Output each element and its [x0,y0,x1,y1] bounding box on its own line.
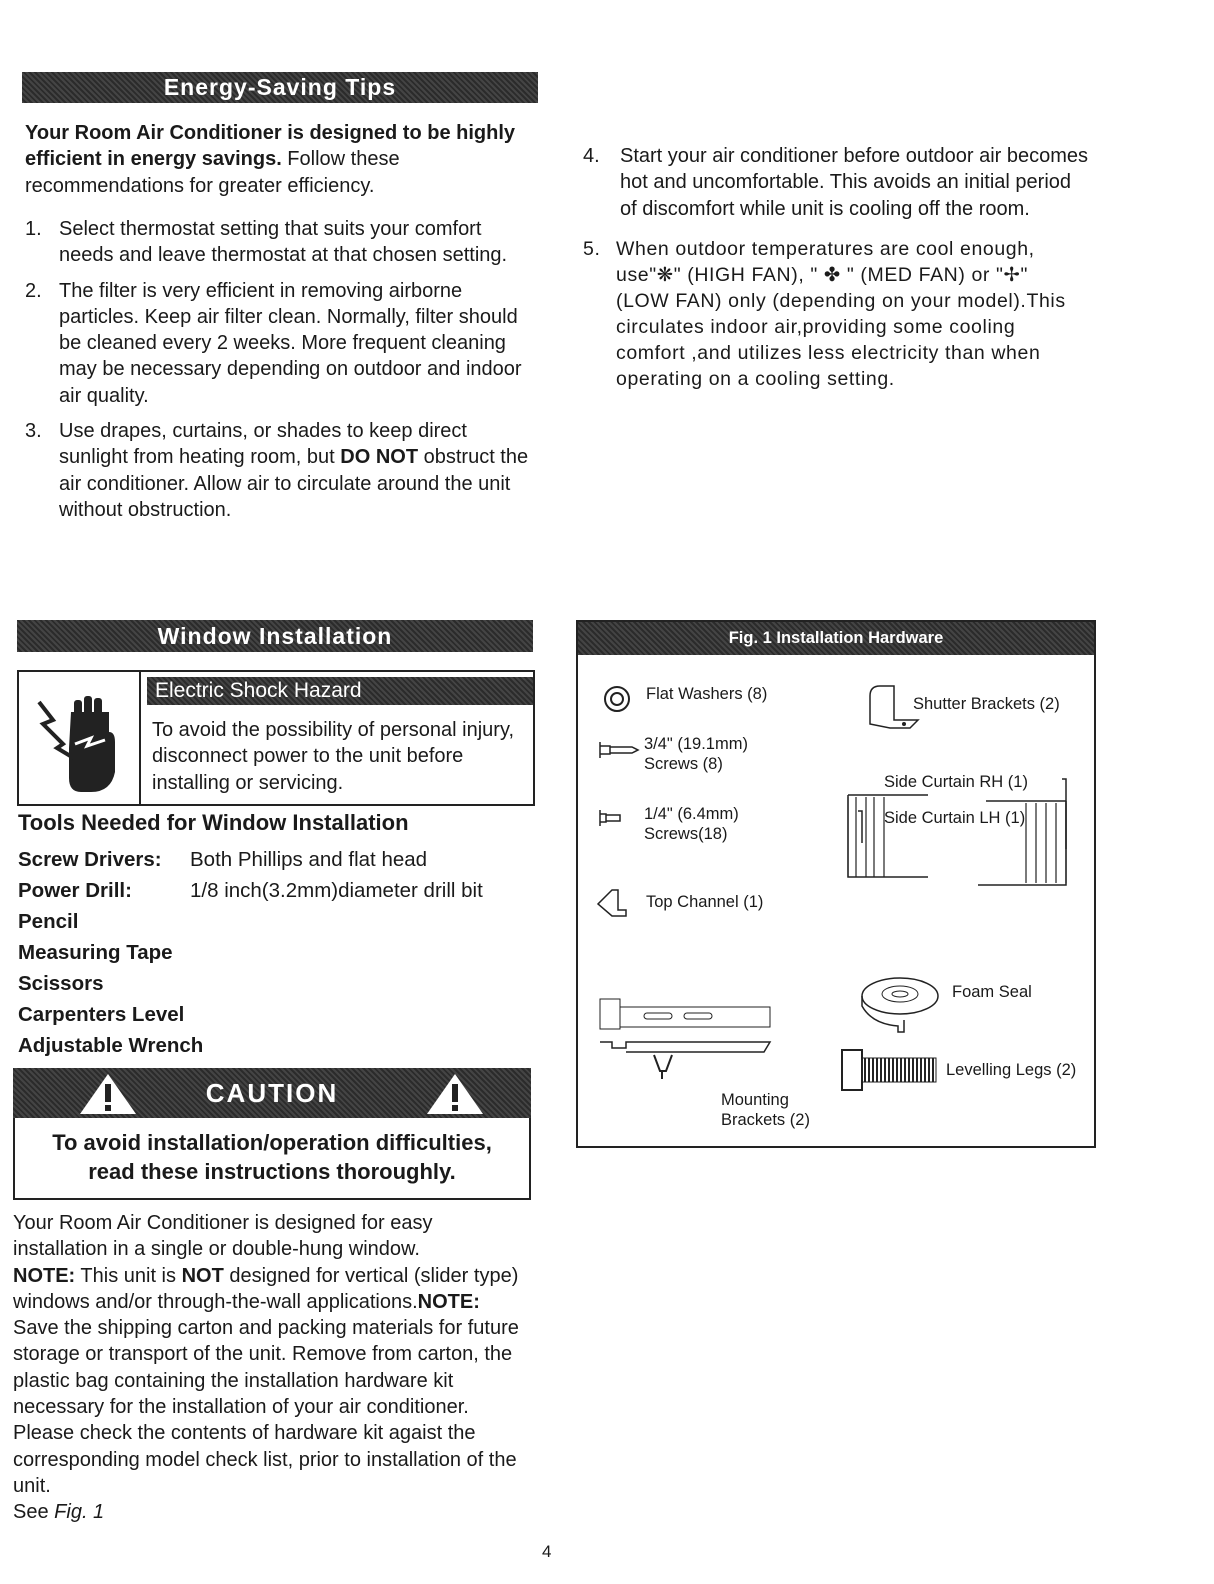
short-screw-icon [596,808,626,828]
see-text: See [13,1501,55,1524]
tip-text: Select thermostat setting that suits your comfort needs and leave thermostat at that chosen setting. [59,218,508,267]
screws-3-4-label [644,734,748,774]
screw-size: 3/4" (19.1mm) [644,735,748,753]
tool-item [18,906,483,937]
figure-installation-hardware [576,620,1096,1148]
screw-count: Screws(18) [644,825,728,843]
tool-name: Scissors [18,972,104,995]
tool-name: Screw Drivers: [18,848,162,871]
tool-item [18,1030,483,1061]
side-curtains-icon [846,777,1086,897]
tip-5 [583,236,1066,392]
tool-name: Power Drill: [18,879,132,902]
flat-washer-icon [602,684,632,714]
energy-tips-list-right [583,143,1093,401]
levelling-legs-label: Levelling Legs (2) [946,1061,1077,1079]
tip-text-bold: DO NOT [340,446,419,469]
levelling-leg-icon [840,1046,940,1092]
energy-tips-header: Energy-Saving Tips [22,72,538,103]
installation-paragraph [13,1210,528,1526]
screw-count: Screws (8) [644,755,723,773]
para-text: Save the shipping carton and packing materials for future storage or transport of the unit. Remove from carton, the plastic bag containing the installation hardware kit necessary for the installation of your air conditioner. Please check the contents of hardware kit agaist the corresponding model check list, prior to installation of the unit. [13,1317,519,1497]
tool-name: Carpenters Level [18,1003,185,1026]
para-text: This unit is [75,1264,182,1287]
note-label: NOTE: [417,1290,480,1313]
energy-intro-rest: Follow these recommendations for greater efficiency. [25,148,400,197]
figure-title: Fig. 1 Installation Hardware [578,622,1094,655]
tip-text: When outdoor temperatures are cool enough, use"❋" (HIGH FAN), " ✤ " (MED FAN) or "✢"(LOW FAN) only (depending on your model).This circulates indoor air,providing some cooling comfort ,and utilizes less electricity than when operating on a cooling setting. [616,237,1066,390]
tools-list [18,844,483,1061]
tool-item [18,937,483,968]
tip-3 [25,418,530,523]
side-curtain-rh-label: Side Curtain RH (1) [884,773,1028,791]
screw-size: 1/4" (6.4mm) [644,805,739,823]
tip-number: 3. [25,420,42,443]
tip-number: 2. [25,279,42,302]
long-screw-icon [596,740,641,760]
figure-reference: Fig. 1 [54,1501,105,1524]
tip-2 [25,278,530,409]
screws-1-4-label [644,804,739,844]
shock-hazard-title: Electric Shock Hazard [147,677,533,705]
tool-name: Measuring Tape [18,941,173,964]
mounting-label-line: Brackets (2) [721,1111,810,1129]
tools-heading: Tools Needed for Window Installation [18,810,409,835]
tool-item [18,999,483,1030]
tool-name: Pencil [18,910,79,933]
side-curtain-lh-label: Side Curtain LH (1) [884,809,1026,827]
shock-hazard-box [17,670,535,806]
caution-box: To avoid installation/operation difficulties, read these instructions thoroughly. [13,1118,531,1200]
para-text-bold: NOT [181,1264,224,1287]
para-text: Your Room Air Conditioner is designed for easy installation in a single or double-hung window. [13,1212,433,1261]
para-text: designed for vertical (slider type) windows and/or through-the-wall applications. [13,1264,519,1313]
note-label: NOTE: [13,1264,76,1287]
page-number: 4 [542,1542,552,1561]
tool-item [18,875,483,906]
tip-text: Use drapes, curtains, or shades to keep direct sunlight from heating room, but [59,420,467,469]
tool-item [18,844,483,875]
tool-detail: 1/8 inch(3.2mm)diameter drill bit [190,879,483,902]
tip-1 [25,216,530,269]
tip-text: Start your air conditioner before outdoor air becomes hot and uncomfortable. This avoids an initial period of discomfort while unit is cooling off the room. [620,145,1089,220]
foam-seal-label: Foam Seal [952,983,1032,1001]
tip-4 [583,143,1093,222]
tip-number: 1. [25,218,42,240]
foam-seal-icon [860,974,942,1034]
energy-intro-bold: Your Room Air Conditioner is designed to be highly efficient in energy savings. [25,122,516,171]
window-installation-header: Window Installation [17,620,533,652]
mounting-label-line: Mounting [721,1091,789,1109]
tip-text: The filter is very efficient in removing airborne particles. Keep air filter clean. Normally, filter should be cleaned every 2 weeks. More frequent cleaning may be necessary depending on outdoor and indoor air quality. [59,279,522,407]
tip-number: 4. [583,145,600,167]
tool-name: Adjustable Wrench [18,1034,204,1057]
warning-triangle-icon [425,1072,485,1116]
shock-hazard-icon [19,672,141,804]
caution-header [13,1068,531,1118]
shock-hazard-text: To avoid the possibility of personal injury, disconnect power to the unit before installing or servicing. [152,719,515,794]
tool-item [18,968,483,999]
top-channel-icon [596,888,628,922]
caution-title: CAUTION [205,1078,339,1108]
energy-tips-list-left [25,216,530,532]
shutter-brackets-label: Shutter Brackets (2) [913,695,1060,713]
tip-number: 5. [583,237,601,260]
tip-text: obstruct the air conditioner. Allow air to circulate around the unit without obstruction. [59,446,529,521]
top-channel-label: Top Channel (1) [646,893,764,911]
tool-detail: Both Phillips and flat head [190,848,428,871]
flat-washers-label: Flat Washers (8) [646,685,768,703]
mounting-brackets-label [721,1090,810,1130]
energy-intro [25,120,525,199]
